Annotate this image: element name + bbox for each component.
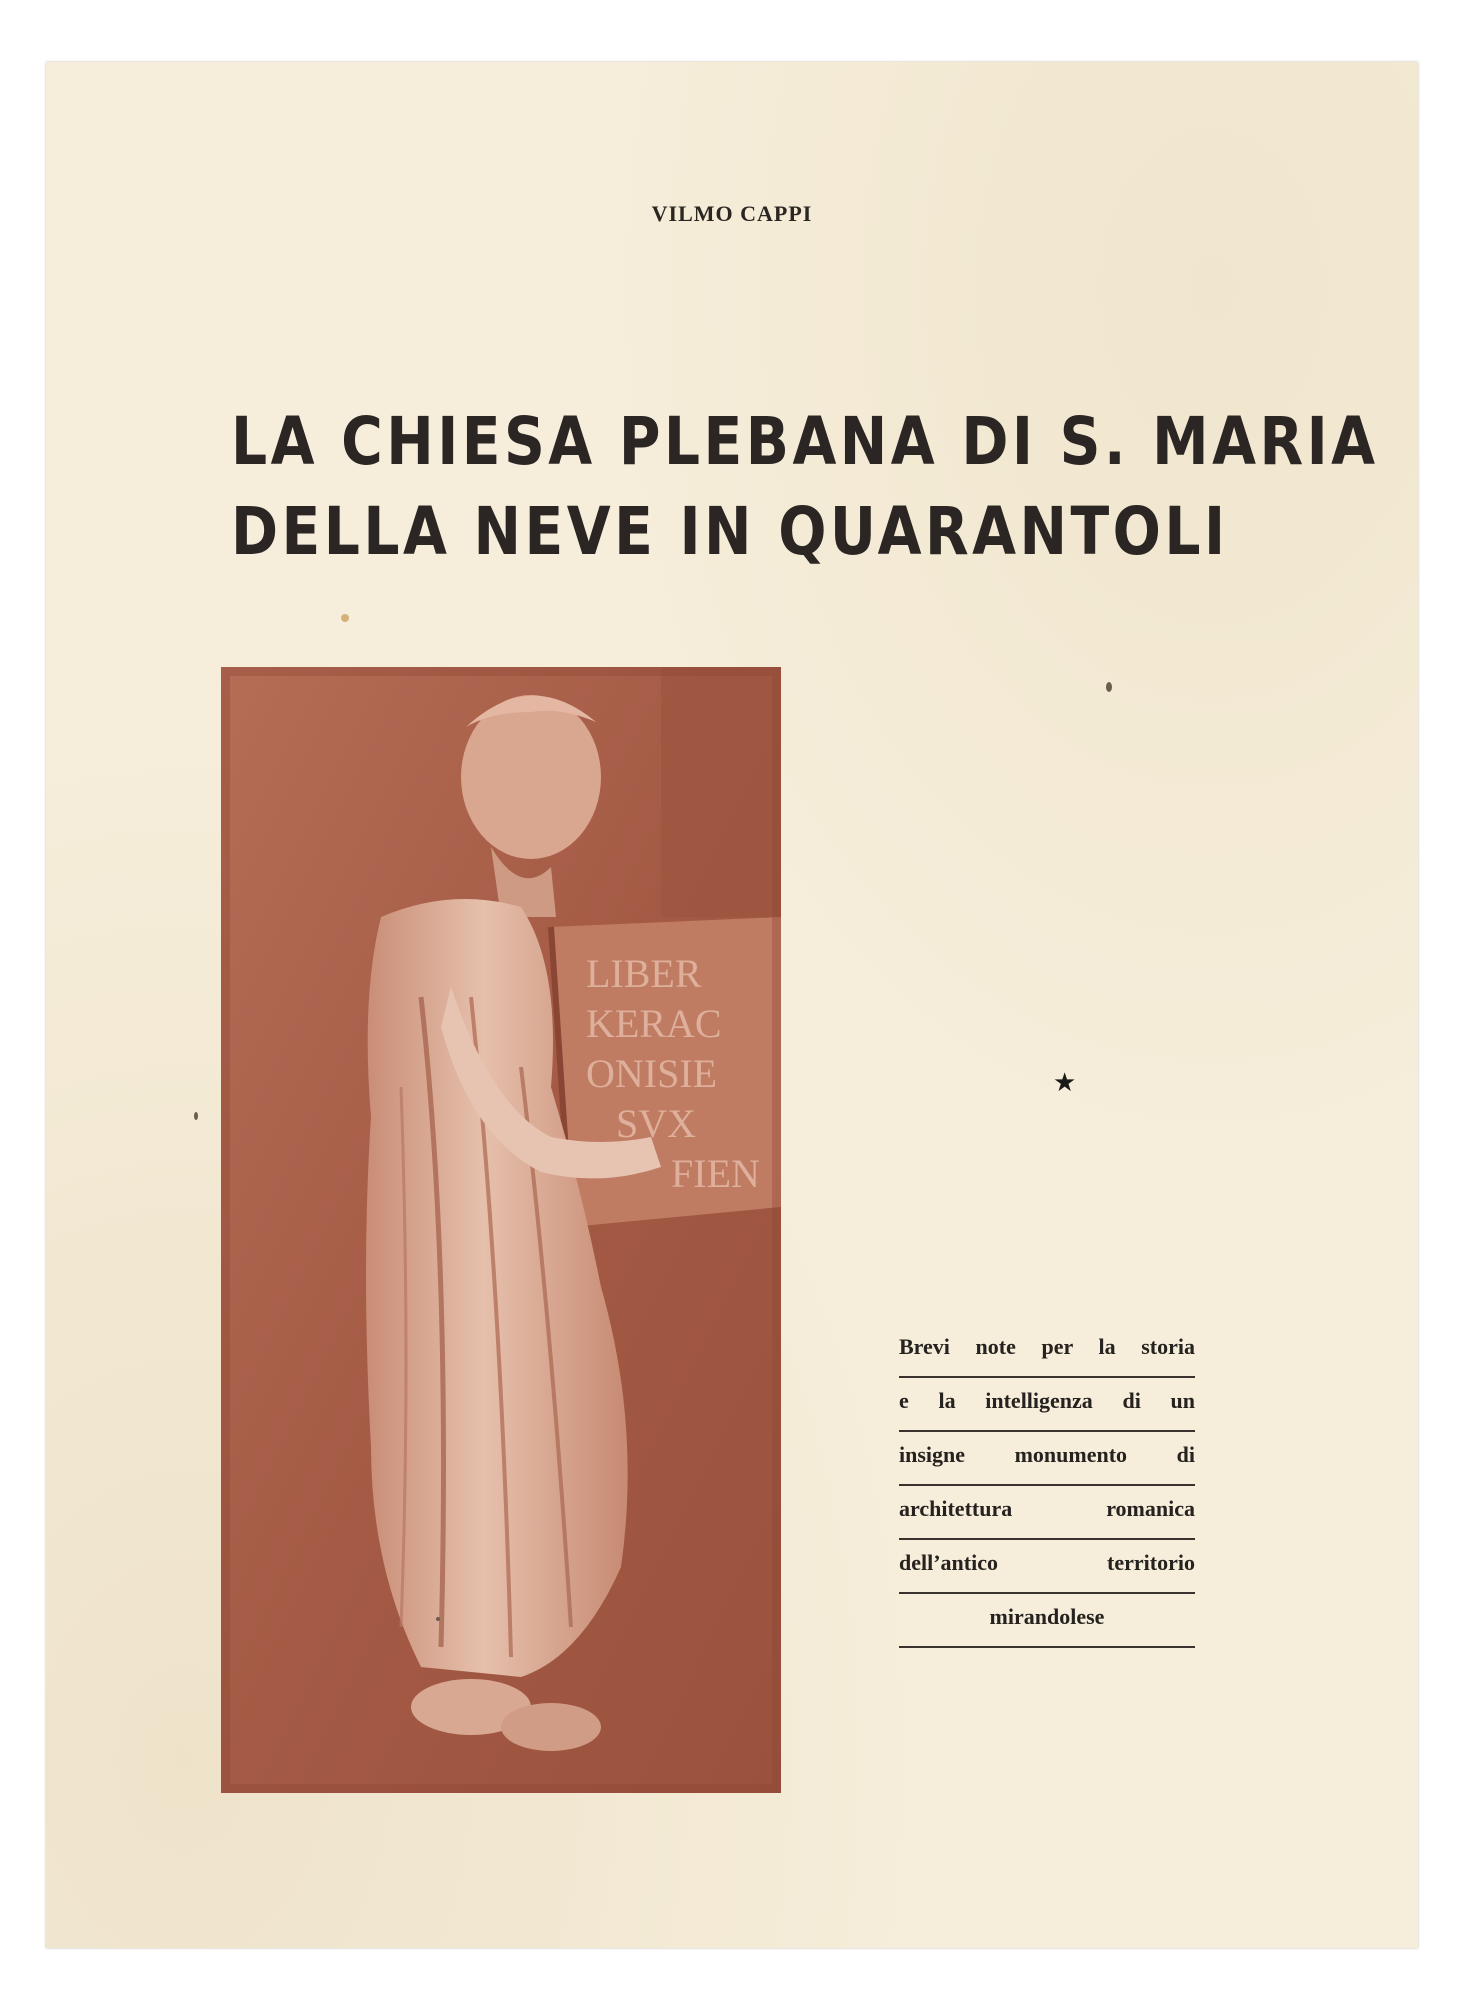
paper-speck [1106,682,1112,692]
book-title [231,397,1379,577]
paper-speck [436,1617,440,1621]
subtitle-line-4: architettura romanica [899,1486,1195,1540]
subtitle-block [899,1324,1195,1648]
book-cover [46,62,1418,1948]
author-name: VILMO CAPPI [651,201,813,226]
subtitle-line-2: e la intelligenza di un [899,1378,1195,1432]
subtitle-line-5: dell’antico territorio [899,1540,1195,1594]
relief-illustration [221,667,781,1793]
title-line-2: DELLA NEVE IN QUARANTOLI [231,493,1229,570]
subtitle-line-3: insigne monumento di [899,1432,1195,1486]
inscription-line-3: ONISIE [586,1051,718,1096]
inscription-line-5: FIEN [671,1151,760,1196]
subtitle-line-6: mirandolese [899,1594,1195,1648]
inscription-line-2: KERAC [586,1001,722,1046]
inscription-line-4: SVX [616,1101,697,1146]
paper-speck [341,614,349,622]
paper-speck [194,1112,198,1120]
star-ornament-icon: ★ [1053,1068,1077,1098]
cover-photo-relief-figure [221,667,781,1793]
title-line-1: LA CHIESA PLEBANA DI S. MARIA [231,403,1379,480]
subtitle-line-1: Brevi note per la storia [899,1324,1195,1378]
inscription-line-1: LIBER [586,951,702,996]
